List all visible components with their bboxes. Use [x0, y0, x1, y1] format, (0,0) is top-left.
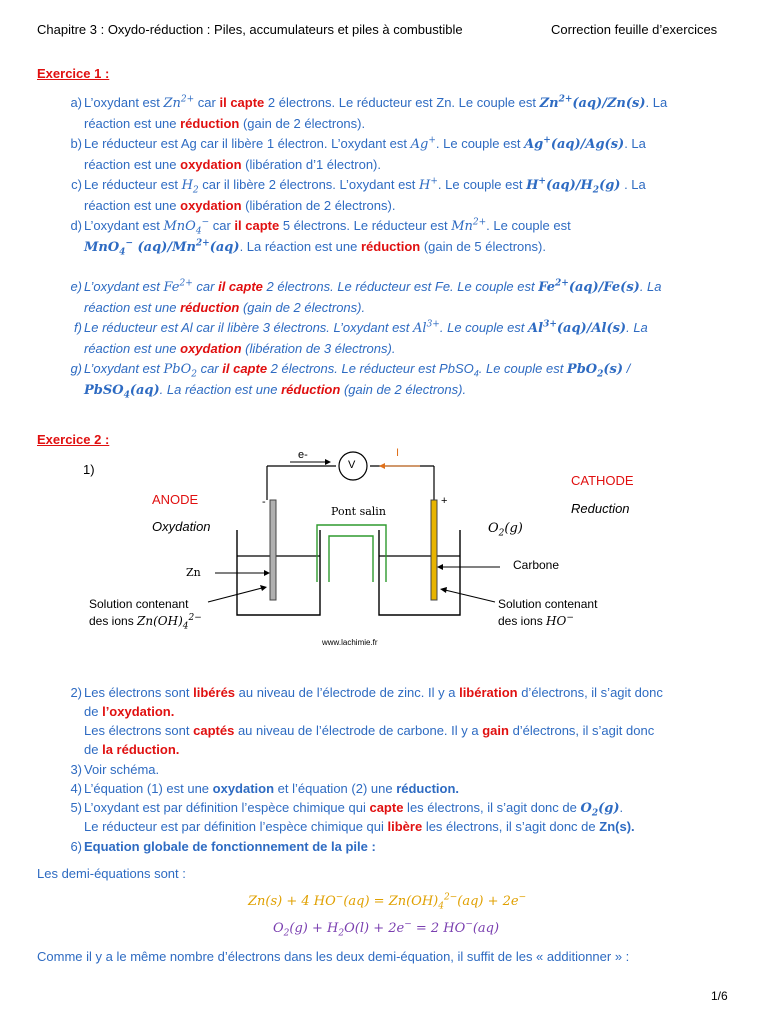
right-solution-label: Solution contenant des ions HO−	[498, 597, 598, 628]
half-equations-intro: Les demi-équations sont :	[37, 866, 186, 881]
exercise-2-title: Exercice 2 :	[37, 432, 110, 447]
exercise-1-title: Exercice 1 :	[37, 66, 110, 81]
conclusion-text: Comme il y a le même nombre d’électrons dans les deux demi-équation, il suffit de les « additionner » :	[37, 949, 630, 964]
minus-terminal: -	[262, 496, 266, 508]
anode-label: ANODE	[152, 492, 199, 507]
chapter-title: Chapitre 3 : Oxydo-réduction : Piles, accumulateurs et piles à combustible	[37, 22, 463, 37]
cathode-label: CATHODE	[571, 473, 634, 488]
zinc-label: Zn	[186, 566, 201, 579]
current-label: I	[396, 447, 400, 459]
electron-label: e-	[298, 449, 308, 461]
half-equation-1: Zn(s) + 4 $HO^-(aq) = Zn(OH)_4^{2-}(aq) + 2e^-$	[248, 892, 527, 912]
question-1-label: 1)	[83, 462, 95, 477]
voltmeter-label: V	[348, 459, 356, 471]
diagram-credit: www.lachimie.fr	[322, 638, 378, 647]
oxydation-label: Oxydation	[152, 519, 211, 534]
half-equation-2: $O_2(g) + H_2O(l) + 2e^- = 2$ HO−(aq)	[273, 919, 500, 939]
carbon-label: Carbone	[513, 558, 560, 572]
left-solution-label: Solution contenant des ions $Zn(OH)_4^{2-}$	[89, 597, 202, 632]
page-number: 1/6	[711, 989, 728, 1003]
reduction-label: Reduction	[571, 501, 630, 516]
plus-terminal: +	[441, 495, 448, 507]
salt-bridge-label: Pont salin	[331, 505, 386, 518]
o2-label: $O_2(g)$	[488, 521, 523, 539]
document-subtitle: Correction feuille d’exercices	[551, 22, 718, 37]
